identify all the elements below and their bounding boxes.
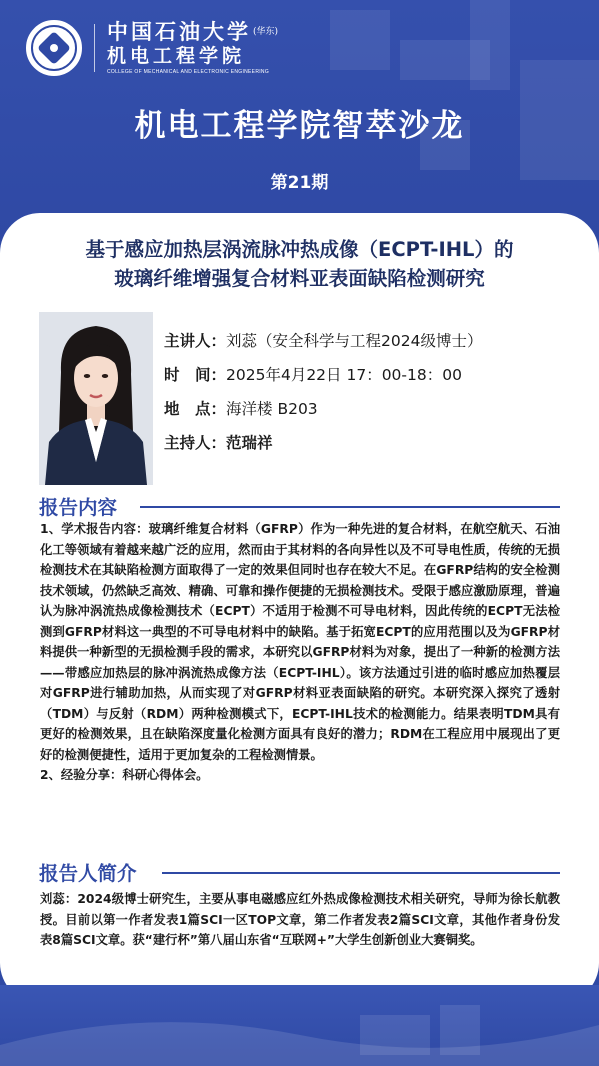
university-tag: (华东) <box>253 27 279 37</box>
university-logo-block <box>26 20 278 76</box>
content-card <box>0 213 599 1003</box>
issue-number: 第21期 <box>270 173 329 193</box>
college-name: 机电工程学院 <box>107 45 246 67</box>
university-name: 中国石油大学 $^{(华东)}$ <box>107 19 279 44</box>
report-text-2: 2、经验分享：科研心得体会。 <box>40 768 209 782</box>
salon-title: 机电工程学院智萃沙龙 <box>134 108 465 144</box>
host-value: 范瑞祥 <box>226 434 273 452</box>
host-row <box>164 428 482 462</box>
bio-text: 刘蕊：2024级博士研究生，主要从事电磁感应红外热成像检测技术相关研究，导师为徐长航教授。目前以第一作者发表1篇SCI一区TOP文章，第二作者发表2篇SCI文章，其他作者身份发表8篇SCI文章。获“建行杯”第八届山东省“互联网+”大学生创新创业大赛铜奖。 <box>40 892 560 947</box>
report-content <box>40 519 560 786</box>
speaker-photo <box>39 312 153 485</box>
talk-info <box>164 326 482 462</box>
college-name-en: COLLEGE OF MECHANICAL AND ELECTRONIC ENGINEERING <box>107 69 270 75</box>
decor-pattern <box>470 0 510 90</box>
university-seal-icon <box>26 20 82 76</box>
bio-heading: 报告人简介 <box>39 862 137 885</box>
speaker-value: 刘蕊（安全科学与工程2024级博士） <box>226 332 483 350</box>
footer-decoration <box>0 985 599 1066</box>
logo-divider <box>94 24 95 72</box>
host-label: 主持人： <box>164 434 227 452</box>
decor-pattern <box>330 10 390 70</box>
time-label: 时 间： <box>164 366 227 384</box>
time-row <box>164 360 482 394</box>
speaker-row <box>164 326 482 360</box>
logo-text <box>107 20 278 76</box>
report-text: 1、学术报告内容：玻璃纤维复合材料（GFRP）作为一种先进的复合材料，在航空航天、石油化工等领域有着越来越广泛的应用，然而由于其材料的各向异性以及不可导电性质，传统的无损检测技术在其缺陷检测方面取得了一定的效果但同时也存在较大不足。在GFRP结构的安全检测技术领域，仍然缺乏高效、精确、可靠和操作便捷的无损检测技术。受限于感应激励原理，普遍认为脉冲涡流热成像检测技术（ECPT）不适用于检测不可导电材料，因此传统的ECPT无法检测到GFRP材料这一典型的不可导电材料中的缺陷。基于拓宽ECPT的应用范围以及为GFRP材料提供一种新型的无损检测手段的需求，本研究以GFRP材料为对象，提出了一种新的检测方法——带感应加热层的脉冲涡流热成像方法（ECPT-IHL）。该方法通过引进的临时感应加热覆层对GFRP进行辅助加热，从而实现了对GFRP材料亚表面缺陷的研究。本研究深入探究了透射（TDM）与反射（RDM）两种检测模式下，ECPT-IHL技术的检测能力。结果表明TDM具有更好的检测效果，且在缺陷深度量化检测方面具有良好的潜力；RDM在工程应用中展现出了更好的检测便捷性，适用于更加复杂的工程检测情景。 <box>40 522 560 762</box>
bio-heading-line <box>162 872 560 874</box>
place-value: 海洋楼 B203 <box>226 400 318 418</box>
report-heading-line <box>140 506 560 508</box>
poster-header <box>0 0 599 240</box>
report-heading: 报告内容 <box>39 496 118 519</box>
place-label: 地 点： <box>164 400 227 418</box>
talk-title <box>10 235 589 293</box>
place-row <box>164 394 482 428</box>
talk-title-line1: 基于感应加热层涡流脉冲热成像（ECPT-IHL）的 <box>85 238 514 261</box>
talk-title-line2: 玻璃纤维增强复合材料亚表面缺陷检测研究 <box>114 267 485 290</box>
speaker-label: 主讲人： <box>164 332 227 350</box>
time-value: 2025年4月22日 17：00-18：00 <box>226 366 462 384</box>
